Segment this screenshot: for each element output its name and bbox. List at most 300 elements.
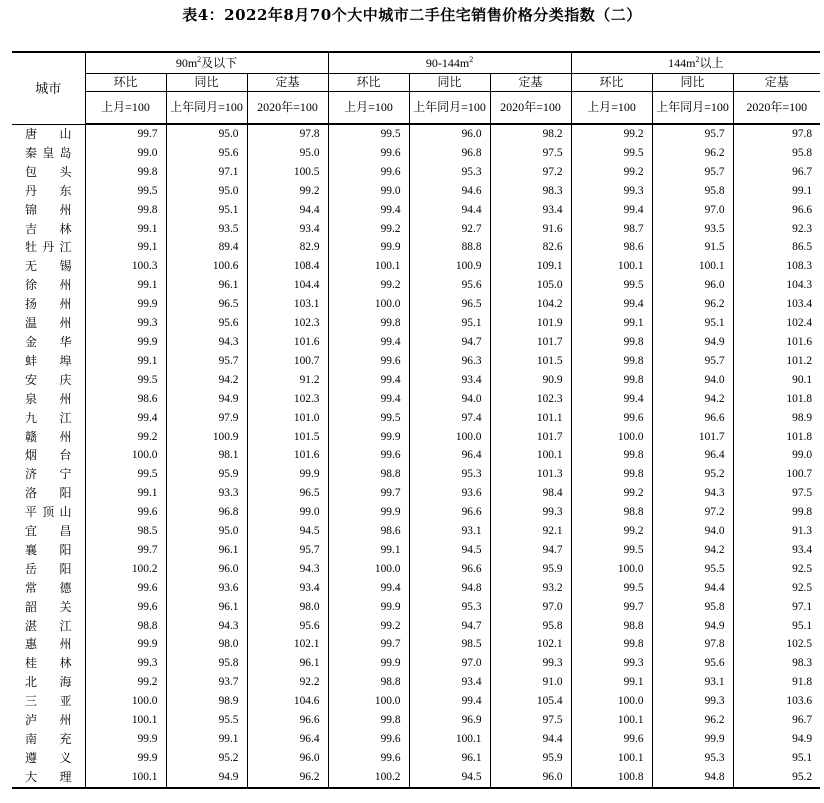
sub-header-fixed-base: 定基: [247, 74, 328, 92]
city-name-cell: 湛江: [12, 617, 85, 636]
index-value-cell: 100.1: [571, 257, 652, 276]
index-value-cell: 94.9: [166, 390, 247, 409]
index-value-cell: 99.8: [571, 333, 652, 352]
index-value-cell: 95.3: [409, 465, 490, 484]
index-value-cell: 97.8: [247, 124, 328, 144]
table-row: [12, 598, 820, 617]
index-value-cell: 97.1: [166, 163, 247, 182]
sub-header-mom: 环比: [85, 74, 166, 92]
index-value-cell: 95.2: [733, 768, 820, 788]
index-value-cell: 92.7: [409, 220, 490, 239]
table-row: [12, 295, 820, 314]
index-value-cell: 96.2: [247, 768, 328, 788]
sub-header-yoy: 同比: [409, 74, 490, 92]
index-value-cell: 91.6: [490, 220, 571, 239]
index-value-cell: 96.4: [247, 730, 328, 749]
index-value-cell: 105.0: [490, 276, 571, 295]
sub-header-yoy: 同比: [166, 74, 247, 92]
index-value-cell: 98.5: [85, 522, 166, 541]
index-value-cell: 99.5: [571, 144, 652, 163]
index-value-cell: 95.1: [792, 751, 813, 764]
table-row: [12, 711, 820, 730]
index-value-cell: 102.3: [247, 390, 328, 409]
index-value-cell: 98.9: [166, 692, 247, 711]
index-value-cell: 100.0: [85, 446, 166, 465]
index-value-cell: 100.1: [328, 257, 409, 276]
base-header-prev-month: 上月=100: [85, 92, 166, 125]
base-header-2020: 2020年=100: [733, 92, 820, 125]
city-name-cell: 徐州: [12, 276, 85, 295]
index-value-cell: 99.9: [85, 730, 166, 749]
city-name-cell: 宜昌: [12, 522, 85, 541]
index-value-cell: 101.7: [652, 428, 733, 447]
index-value-cell: 98.6: [571, 238, 652, 257]
base-header-2020: 2020年=100: [490, 92, 571, 125]
city-name-cell: 牡丹江: [12, 238, 85, 257]
index-value-cell: 97.0: [652, 201, 733, 220]
index-value-cell: 99.2: [571, 484, 652, 503]
index-value-cell: 94.8: [409, 579, 490, 598]
index-value-cell: 97.2: [490, 163, 571, 182]
index-value-cell: 99.3: [571, 654, 652, 673]
index-value-cell: 99.5: [85, 465, 166, 484]
index-value-cell: 96.5: [409, 295, 490, 314]
index-value-cell: 99.1: [85, 352, 166, 371]
index-value-cell: 82.9: [247, 238, 328, 257]
table-row: [12, 522, 820, 541]
index-value-cell: 101.0: [247, 409, 328, 428]
index-value-cell: 96.6: [247, 711, 328, 730]
sub-header-fixed-base: 定基: [733, 74, 820, 92]
index-value-cell: 99.9: [85, 295, 166, 314]
index-value-cell: 99.5: [571, 276, 652, 295]
index-value-cell: 108.3: [786, 260, 813, 273]
table-row: [12, 390, 820, 409]
index-value-cell: 99.2: [85, 428, 166, 447]
table-row: [12, 560, 820, 579]
index-value-cell: 92.3: [792, 222, 813, 235]
city-name-cell: 包头: [12, 163, 85, 182]
index-value-cell: 100.1: [571, 749, 652, 768]
index-value-cell: 95.8: [652, 182, 733, 201]
index-value-cell: 96.1: [166, 598, 247, 617]
index-value-cell: 94.5: [409, 541, 490, 560]
index-value-cell: 95.7: [652, 352, 733, 371]
index-value-cell: 100.9: [409, 257, 490, 276]
index-value-cell: 97.5: [490, 144, 571, 163]
index-value-cell: 99.6: [571, 730, 652, 749]
index-value-cell: 99.2: [85, 673, 166, 692]
index-value-cell: 99.6: [85, 579, 166, 598]
index-value-cell: 94.4: [652, 579, 733, 598]
index-value-cell: 99.4: [328, 390, 409, 409]
index-value-cell: 96.2: [652, 295, 733, 314]
table-row: [12, 730, 820, 749]
index-value-cell: 96.6: [652, 409, 733, 428]
index-value-cell: 95.0: [166, 182, 247, 201]
index-value-cell: 97.9: [166, 409, 247, 428]
index-value-cell: 94.9: [652, 617, 733, 636]
index-value-cell: 95.7: [652, 163, 733, 182]
index-value-cell: 99.8: [85, 201, 166, 220]
index-value-cell: 99.6: [85, 503, 166, 522]
index-value-cell: 101.6: [247, 333, 328, 352]
index-value-cell: 95.7: [652, 124, 733, 144]
index-value-cell: 94.4: [490, 730, 571, 749]
index-value-cell: 99.7: [571, 598, 652, 617]
index-value-cell: 99.8: [571, 635, 652, 654]
index-value-cell: 94.2: [166, 371, 247, 390]
index-value-cell: 95.1: [166, 201, 247, 220]
base-header-2020: 2020年=100: [247, 92, 328, 125]
index-value-cell: 95.5: [166, 711, 247, 730]
index-value-cell: 96.5: [247, 484, 328, 503]
table-row: [12, 352, 820, 371]
index-value-cell: 99.6: [85, 598, 166, 617]
index-value-cell: 94.0: [652, 371, 733, 390]
index-value-cell: 102.1: [247, 635, 328, 654]
index-value-cell: 94.2: [652, 390, 733, 409]
table-row: [12, 144, 820, 163]
index-value-cell: 99.7: [85, 124, 166, 144]
index-value-cell: 99.7: [85, 541, 166, 560]
index-value-cell: 100.7: [247, 352, 328, 371]
group-header-large: $144m^2$以上: [571, 52, 820, 74]
index-value-cell: 98.8: [85, 617, 166, 636]
city-name-cell: 遵义: [12, 749, 85, 768]
index-value-cell: 96.8: [409, 144, 490, 163]
city-column-header: 城市: [12, 52, 85, 124]
index-value-cell: 101.8: [786, 430, 813, 443]
index-value-cell: 99.1: [85, 238, 166, 257]
index-value-cell: 91.8: [792, 676, 813, 689]
index-value-cell: 86.5: [792, 241, 813, 254]
price-index-table: [12, 51, 820, 789]
index-value-cell: 102.3: [490, 390, 571, 409]
index-value-cell: 99.2: [328, 276, 409, 295]
index-value-cell: 95.6: [166, 314, 247, 333]
index-value-cell: 100.3: [85, 257, 166, 276]
table-row: [12, 238, 820, 257]
table-row: [12, 163, 820, 182]
city-name-cell: 蚌埠: [12, 352, 85, 371]
index-value-cell: 95.6: [247, 617, 328, 636]
index-value-cell: 99.9: [85, 635, 166, 654]
index-value-cell: 95.7: [247, 541, 328, 560]
index-value-cell: 99.4: [85, 409, 166, 428]
index-value-cell: 100.0: [328, 692, 409, 711]
index-value-cell: 96.0: [652, 276, 733, 295]
city-name-cell: 锦州: [12, 201, 85, 220]
index-value-cell: 100.0: [328, 560, 409, 579]
index-value-cell: 95.2: [166, 749, 247, 768]
index-value-cell: 95.9: [490, 560, 571, 579]
city-name-cell: 温州: [12, 314, 85, 333]
index-value-cell: 95.6: [409, 276, 490, 295]
index-value-cell: 99.1: [792, 184, 813, 197]
index-value-cell: 98.4: [490, 484, 571, 503]
index-value-cell: 98.5: [409, 635, 490, 654]
city-name-cell: 安庆: [12, 371, 85, 390]
sub-header-mom: 环比: [571, 74, 652, 92]
index-value-cell: 88.8: [409, 238, 490, 257]
table-row: [12, 541, 820, 560]
index-value-cell: 90.9: [490, 371, 571, 390]
index-value-cell: 96.0: [490, 768, 571, 788]
index-value-cell: 100.0: [328, 295, 409, 314]
index-value-cell: 99.6: [328, 144, 409, 163]
city-name-cell: 岳阳: [12, 560, 85, 579]
index-value-cell: 99.6: [328, 730, 409, 749]
index-value-cell: 99.3: [85, 654, 166, 673]
index-value-cell: 96.6: [792, 203, 813, 216]
index-value-cell: 95.6: [652, 654, 733, 673]
index-value-cell: 99.2: [328, 220, 409, 239]
index-value-cell: 99.6: [328, 446, 409, 465]
table-row: [12, 579, 820, 598]
index-value-cell: 96.1: [247, 654, 328, 673]
index-value-cell: 99.9: [328, 654, 409, 673]
index-value-cell: 93.4: [409, 673, 490, 692]
index-value-cell: 99.4: [571, 201, 652, 220]
index-value-cell: 96.7: [792, 165, 813, 178]
index-value-cell: 93.4: [247, 220, 328, 239]
index-value-cell: 96.8: [166, 503, 247, 522]
index-value-cell: 99.4: [328, 371, 409, 390]
table-row: [12, 749, 820, 768]
index-value-cell: 103.4: [786, 298, 813, 311]
city-name-cell: 桂林: [12, 654, 85, 673]
table-row: [12, 333, 820, 352]
base-header-prev-year: 上年同月=100: [409, 92, 490, 125]
index-value-cell: 95.5: [652, 560, 733, 579]
city-name-cell: 赣州: [12, 428, 85, 447]
table-row: [12, 182, 820, 201]
city-name-cell: 九江: [12, 409, 85, 428]
index-value-cell: 101.7: [490, 428, 571, 447]
index-value-cell: 99.4: [328, 579, 409, 598]
table-row: [12, 446, 820, 465]
index-value-cell: 93.7: [166, 673, 247, 692]
index-value-cell: 94.3: [166, 617, 247, 636]
index-value-cell: 93.3: [166, 484, 247, 503]
table-row: [12, 371, 820, 390]
index-value-cell: 94.5: [247, 522, 328, 541]
city-name-cell: 济宁: [12, 465, 85, 484]
index-value-cell: 95.9: [166, 465, 247, 484]
index-value-cell: 99.7: [328, 635, 409, 654]
table-body: [12, 124, 820, 788]
index-value-cell: 96.1: [166, 276, 247, 295]
group-header-small: $90m^2$及以下: [85, 52, 328, 74]
table-row: [12, 201, 820, 220]
city-name-cell: 唐山: [12, 124, 85, 144]
index-value-cell: 97.1: [792, 600, 813, 613]
index-value-cell: 95.3: [409, 598, 490, 617]
index-value-cell: 100.0: [85, 692, 166, 711]
index-value-cell: 96.6: [409, 560, 490, 579]
index-value-cell: 104.4: [247, 276, 328, 295]
index-value-cell: 100.8: [571, 768, 652, 788]
index-value-cell: 94.0: [652, 522, 733, 541]
index-value-cell: 93.4: [490, 201, 571, 220]
table-row: [12, 314, 820, 333]
city-name-cell: 扬州: [12, 295, 85, 314]
index-value-cell: 98.8: [571, 503, 652, 522]
index-value-cell: 99.0: [85, 144, 166, 163]
index-value-cell: 99.9: [85, 333, 166, 352]
index-value-cell: 99.5: [571, 541, 652, 560]
index-value-cell: 102.3: [247, 314, 328, 333]
base-header-prev-year: 上年同月=100: [652, 92, 733, 125]
table-row: [12, 673, 820, 692]
index-value-cell: 94.3: [166, 333, 247, 352]
index-value-cell: 95.3: [409, 163, 490, 182]
index-value-cell: 97.5: [792, 487, 813, 500]
index-value-cell: 92.1: [490, 522, 571, 541]
index-value-cell: 99.9: [328, 598, 409, 617]
index-value-cell: 105.4: [490, 692, 571, 711]
index-value-cell: 92.5: [792, 562, 813, 575]
index-value-cell: 99.1: [571, 673, 652, 692]
index-value-cell: 99.1: [85, 276, 166, 295]
index-value-cell: 92.2: [247, 673, 328, 692]
index-value-cell: 94.3: [247, 560, 328, 579]
index-value-cell: 99.6: [571, 409, 652, 428]
city-name-cell: 大理: [12, 768, 85, 788]
index-value-cell: 95.9: [490, 749, 571, 768]
index-value-cell: 99.2: [328, 617, 409, 636]
index-value-cell: 99.1: [166, 730, 247, 749]
index-value-cell: 100.1: [490, 446, 571, 465]
index-value-cell: 96.7: [792, 714, 813, 727]
city-name-cell: 韶关: [12, 598, 85, 617]
index-value-cell: 99.8: [328, 314, 409, 333]
index-value-cell: 100.6: [166, 257, 247, 276]
index-value-cell: 98.2: [490, 124, 571, 144]
index-value-cell: 99.9: [328, 503, 409, 522]
index-value-cell: 99.0: [247, 503, 328, 522]
index-value-cell: 99.1: [85, 220, 166, 239]
index-value-cell: 96.0: [409, 124, 490, 144]
index-value-cell: 96.5: [166, 295, 247, 314]
index-value-cell: 99.9: [328, 428, 409, 447]
index-value-cell: 95.6: [166, 144, 247, 163]
index-value-cell: 101.6: [786, 335, 813, 348]
table-row: [12, 692, 820, 711]
index-value-cell: 94.4: [409, 201, 490, 220]
index-value-cell: 94.8: [652, 768, 733, 788]
index-value-cell: 100.0: [571, 692, 652, 711]
index-value-cell: 97.0: [490, 598, 571, 617]
index-value-cell: 99.5: [328, 409, 409, 428]
index-value-cell: 91.0: [490, 673, 571, 692]
index-value-cell: 100.1: [409, 730, 490, 749]
index-value-cell: 93.2: [490, 579, 571, 598]
index-value-cell: 99.9: [328, 238, 409, 257]
index-value-cell: 99.8: [571, 352, 652, 371]
index-value-cell: 99.4: [409, 692, 490, 711]
sub-header-mom: 环比: [328, 74, 409, 92]
table-row: [12, 768, 820, 788]
index-value-cell: 94.2: [652, 541, 733, 560]
index-value-cell: 93.4: [247, 579, 328, 598]
city-name-cell: 金华: [12, 333, 85, 352]
index-value-cell: 94.5: [409, 768, 490, 788]
index-value-cell: 96.1: [166, 541, 247, 560]
index-value-cell: 91.5: [652, 238, 733, 257]
city-name-cell: 泉州: [12, 390, 85, 409]
index-value-cell: 94.7: [409, 333, 490, 352]
index-value-cell: 98.6: [85, 390, 166, 409]
table-row: [12, 409, 820, 428]
group-header-medium: $90-144m^2$: [328, 52, 571, 74]
index-value-cell: 93.5: [652, 220, 733, 239]
index-value-cell: 99.1: [571, 314, 652, 333]
index-value-cell: 99.5: [571, 579, 652, 598]
index-value-cell: 95.2: [652, 465, 733, 484]
city-name-cell: 平顶山: [12, 503, 85, 522]
index-value-cell: 99.3: [490, 503, 571, 522]
index-value-cell: 101.5: [247, 428, 328, 447]
index-value-cell: 99.6: [328, 749, 409, 768]
city-name-cell: 北海: [12, 673, 85, 692]
index-value-cell: 99.7: [328, 484, 409, 503]
index-value-cell: 93.1: [652, 673, 733, 692]
index-value-cell: 95.0: [166, 522, 247, 541]
index-value-cell: 96.6: [409, 503, 490, 522]
index-value-cell: 95.0: [166, 124, 247, 144]
index-value-cell: 99.9: [652, 730, 733, 749]
index-value-cell: 93.1: [409, 522, 490, 541]
index-value-cell: 101.1: [490, 409, 571, 428]
index-value-cell: 98.1: [166, 446, 247, 465]
table-row: [12, 635, 820, 654]
index-value-cell: 99.8: [571, 446, 652, 465]
index-value-cell: 99.2: [571, 522, 652, 541]
index-value-cell: 100.0: [571, 560, 652, 579]
index-value-cell: 94.9: [166, 768, 247, 788]
index-value-cell: 104.2: [490, 295, 571, 314]
index-value-cell: 101.5: [490, 352, 571, 371]
index-value-cell: 99.3: [571, 182, 652, 201]
index-value-cell: 98.8: [328, 465, 409, 484]
city-name-cell: 吉林: [12, 220, 85, 239]
city-name-cell: 丹东: [12, 182, 85, 201]
index-value-cell: 96.9: [409, 711, 490, 730]
index-value-cell: 100.9: [166, 428, 247, 447]
index-value-cell: 102.4: [786, 317, 813, 330]
table-row: [12, 503, 820, 522]
index-value-cell: 98.7: [571, 220, 652, 239]
index-value-cell: 100.1: [85, 711, 166, 730]
index-value-cell: 94.9: [652, 333, 733, 352]
index-value-cell: 99.9: [85, 749, 166, 768]
base-header-prev-month: 上月=100: [571, 92, 652, 125]
index-value-cell: 98.8: [328, 673, 409, 692]
index-value-cell: 89.4: [166, 238, 247, 257]
city-name-cell: 惠州: [12, 635, 85, 654]
index-value-cell: 99.1: [328, 541, 409, 560]
index-value-cell: 101.9: [490, 314, 571, 333]
index-value-cell: 100.1: [571, 711, 652, 730]
index-value-cell: 109.1: [490, 257, 571, 276]
city-name-cell: 无锡: [12, 257, 85, 276]
index-value-cell: 99.4: [571, 295, 652, 314]
index-value-cell: 100.0: [409, 428, 490, 447]
index-value-cell: 97.8: [792, 128, 813, 140]
index-value-cell: 99.8: [328, 711, 409, 730]
